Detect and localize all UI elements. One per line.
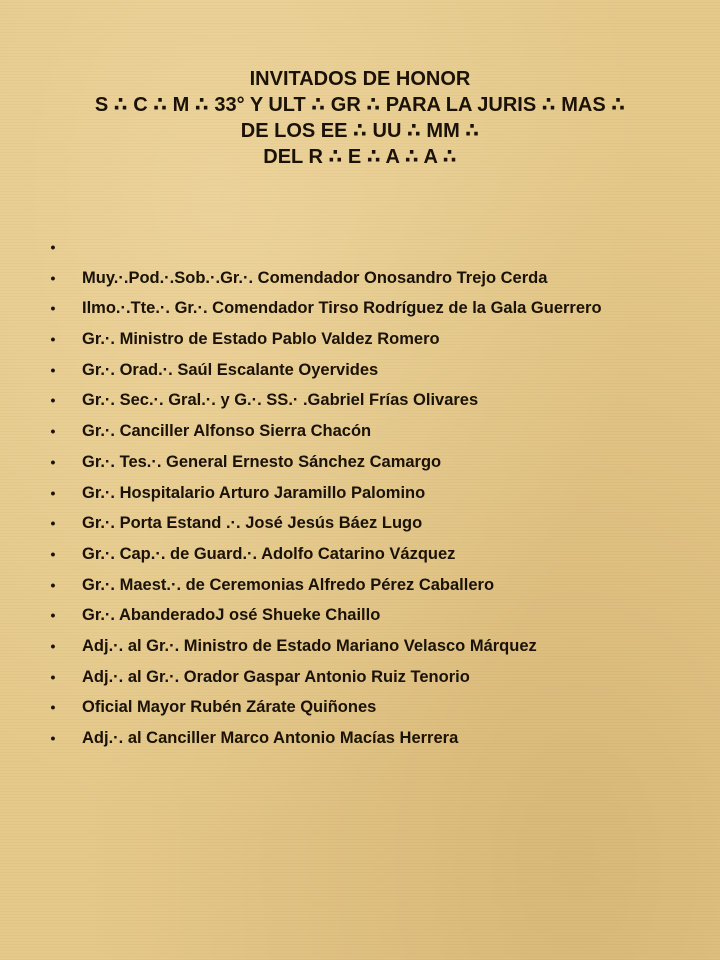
list-item [48,508,708,539]
list-item [48,447,708,478]
list-item [48,232,708,263]
list-item-text: Adj.·. al Gr.·. Orador Gaspar Antonio Ruiz Tenorio [82,667,470,686]
list-item [48,570,708,601]
list-item [48,539,708,570]
bullet-icon: • [50,331,56,348]
bullet-icon: • [50,699,56,716]
list-item-text: Gr.·. Tes.·. General Ernesto Sánchez Camargo [82,452,442,471]
title-line-1: INVITADOS DE HONOR [249,68,471,90]
bullet-icon: • [50,423,56,440]
list-item-text: Gr.·. Maest.·. de Ceremonias Alfredo Pérez Caballero [82,575,495,594]
list-item-text: Oficial Mayor Rubén Zárate Quiñones [82,698,377,717]
list-item-text: Ilmo.·.Tte.·. Gr.·. Comendador Tirso Rodríguez de la Gala Guerrero [82,299,602,318]
list-item-text: Gr.·. Porta Estand .·. José Jesús Báez Lugo [82,514,423,533]
bullet-icon: • [50,607,56,624]
bullet-icon: • [50,392,56,409]
list-item [48,355,708,386]
list-item [48,600,708,631]
guest-list [48,232,708,754]
bullet-icon: • [50,453,56,470]
bullet-icon: • [50,361,56,378]
list-item [48,478,708,509]
list-item-text: Gr.·. Canciller Alfonso Sierra Chacón [82,422,372,441]
list-item-text: Gr.·. Orad.·. Saúl Escalante Oyervides [82,360,379,379]
list-item [48,723,708,754]
list-item [48,263,708,294]
list-item-text: Adj.·. al Gr.·. Ministro de Estado Mariano Velasco Márquez [82,636,537,655]
list-item [48,692,708,723]
title-line-2: S ∴ C ∴ M ∴ 33° Y ULT ∴ GR ∴ PARA LA JURIS ∴ MAS ∴ [94,94,626,116]
list-item [48,416,708,447]
title-line-4: DEL R ∴ E ∴ A ∴ A ∴ [263,146,457,168]
bullet-icon: • [50,668,56,685]
list-item-text: Muy.·.Pod.·.Sob.·.Gr.·. Comendador Onosandro Trejo Cerda [82,268,548,287]
bullet-icon: • [50,484,56,501]
list-item [48,293,708,324]
list-item [48,385,708,416]
list-item [48,631,708,662]
list-item-text: Gr.·. Hospitalario Arturo Jaramillo Palomino [82,483,426,502]
list-item-text: Gr.·. Sec.·. Gral.·. y G.·. SS.· .Gabriel Frías Olivares [82,391,479,410]
list-item-text: Gr.·. AbanderadoJ osé Shueke Chaillo [82,606,381,625]
bullet-icon: • [50,300,56,317]
bullet-icon: • [50,515,56,532]
bullet-icon: • [50,637,56,654]
bullet-icon: • [50,545,56,562]
title-line-3: DE LOS EE ∴ UU ∴ MM ∴ [240,120,480,142]
list-item [48,324,708,355]
list-item-text: Gr.·. Cap.·. de Guard.·. Adolfo Catarino Vázquez [82,544,456,563]
slide-title [20,66,700,170]
bullet-icon: • [50,239,56,255]
bullet-icon: • [50,730,56,746]
list-item-text: Adj.·. al Canciller Marco Antonio Macías Herrera [82,729,459,747]
list-item [48,662,708,693]
list-item-text: Gr.·. Ministro de Estado Pablo Valdez Romero [82,330,440,349]
bullet-icon: • [50,269,56,286]
bullet-icon: • [50,576,56,593]
